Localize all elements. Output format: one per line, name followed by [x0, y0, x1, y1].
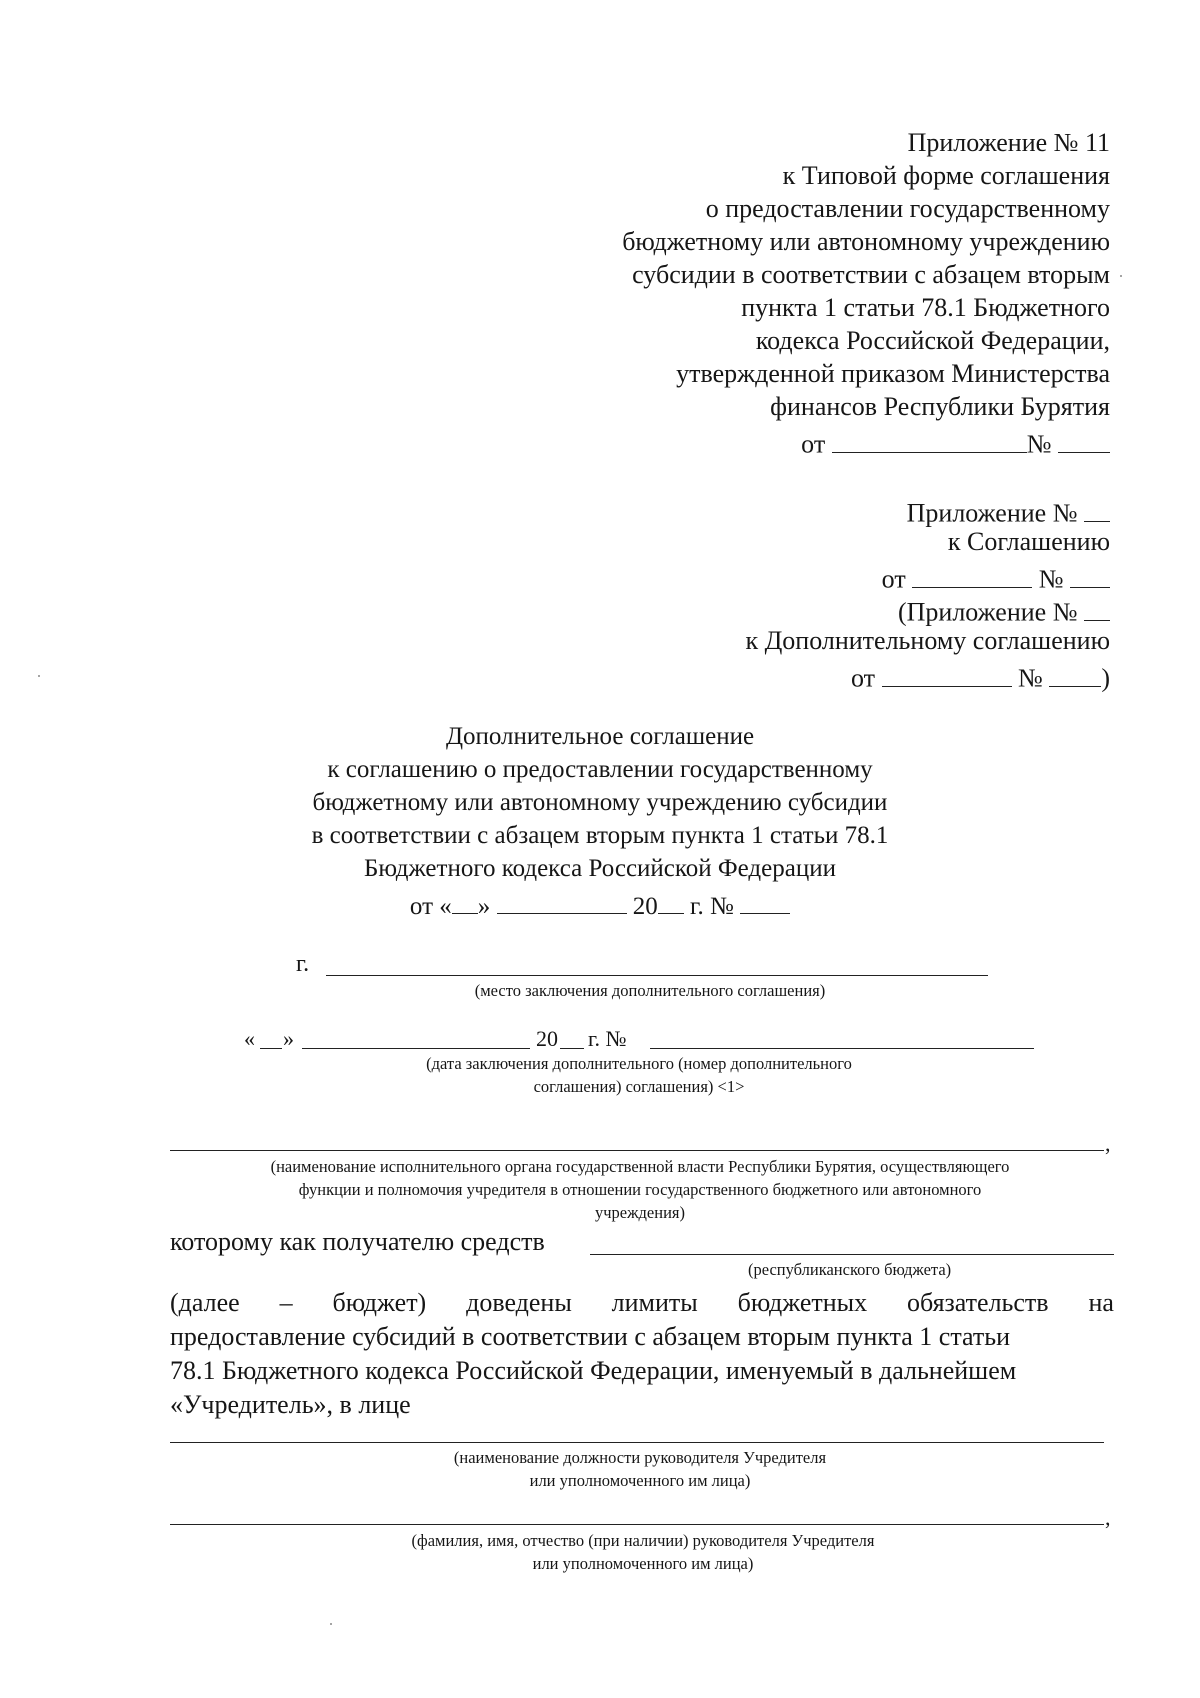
executive-body-caption-3: учреждения) [595, 1203, 685, 1222]
to-agreement-line: к Соглашению [947, 527, 1110, 556]
trailing-comma: , [1105, 1131, 1111, 1156]
paragraph-line-1: (далее – бюджет) доведены лимиты бюджетных обязательств на [170, 1288, 1114, 1317]
date-blank [912, 562, 1032, 588]
executive-body-blank-line [170, 1150, 1104, 1151]
recipient-blank-line [590, 1254, 1114, 1255]
head-position-caption-1: (наименование должности руководителя Учредителя [453, 1448, 827, 1467]
appendix-number-blank [1084, 496, 1110, 522]
appendix-line: к Типовой форме соглашения [782, 161, 1110, 190]
executive-body-caption-2: функции и полномочия учредителя в отношении государственного бюджетного или автономного [298, 1180, 982, 1199]
number-blank-line [650, 1048, 1034, 1049]
date-number-caption-2: соглашения) соглашения) <1> [533, 1077, 745, 1096]
appendix-number-blank [1084, 595, 1110, 621]
head-name-caption-1: (фамилия, имя, отчество (при наличии) руководителя Учредителя [411, 1531, 875, 1550]
date-number-caption-1: (дата заключения дополнительного (номер дополнительного [426, 1054, 852, 1073]
number-blank [1049, 661, 1101, 687]
year-blank [658, 889, 684, 914]
agreement-date-line: от № [882, 562, 1110, 593]
place-caption: (место заключения дополнительного соглашения) [474, 981, 826, 1000]
trailing-comma: , [1105, 1505, 1111, 1530]
title-line: Бюджетного кодекса Российской Федерации [364, 855, 836, 882]
day-blank [452, 889, 478, 914]
year-prefix: 20 [536, 1026, 558, 1051]
recipient-text: которому как получателю средств [170, 1227, 545, 1256]
head-position-caption-2: или уполномоченного им лица) [529, 1471, 751, 1490]
to-supp-agreement-line: к Дополнительному соглашению [745, 626, 1110, 655]
title-line: к соглашению о предоставлении государственному [327, 756, 873, 783]
scan-speck [330, 1623, 332, 1625]
title-line: Дополнительное соглашение [445, 723, 755, 750]
month-blank-line [302, 1048, 530, 1049]
supp-appendix-line: (Приложение № [898, 595, 1110, 626]
appendix-date-line [801, 427, 1110, 458]
close-quote: » [283, 1026, 294, 1051]
appendix-line: утвержденной приказом Министерства [676, 359, 1110, 388]
number-blank [740, 889, 790, 914]
title-date-line: от « » 20 г. № [0, 889, 1200, 919]
appendix-line: о предоставлении государственному [705, 194, 1110, 223]
open-quote: « [244, 1026, 255, 1051]
appendix-line: субсидии в соответствии с абзацем вторым [632, 260, 1110, 289]
recipient-caption: (республиканского бюджета) [748, 1260, 952, 1279]
number-blank [1058, 427, 1110, 453]
supp-date-line: от № ) [851, 661, 1110, 692]
head-name-blank-line [170, 1524, 1104, 1525]
title-line: в соответствии с абзацем вторым пункта 1 статьи 78.1 [311, 822, 889, 849]
paragraph-line-2: предоставление субсидий в соответствии с абзацем вторым пункта 1 статьи [170, 1322, 1010, 1351]
scan-speck [38, 675, 40, 677]
date-prefix: от [801, 429, 826, 459]
appendix-line: Приложение № 11 [907, 128, 1110, 157]
appendix-line: финансов Республики Бурятия [770, 392, 1110, 421]
paragraph-line-3: 78.1 Бюджетного кодекса Российской Федерации, именуемый в дальнейшем [170, 1356, 1017, 1385]
place-blank-line [326, 975, 988, 976]
appendix-line: кодекса Российской Федерации, [755, 326, 1110, 355]
day-blank-line [260, 1048, 282, 1049]
number-blank [1070, 562, 1110, 588]
date-blank [832, 427, 1027, 453]
title-line: бюджетному или автономному учреждению субсидии [312, 789, 888, 816]
head-position-blank-line [170, 1442, 1104, 1443]
executive-body-caption-1: (наименование исполнительного органа государственной власти Республики Бурятия, осуществляющего [270, 1157, 1010, 1176]
head-name-caption-2: или уполномоченного им лица) [532, 1554, 754, 1573]
month-blank [497, 889, 627, 914]
place-prefix: г. [296, 951, 310, 977]
year-suffix: г. № [588, 1026, 627, 1051]
appendix-line: бюджетному или автономному учреждению [622, 227, 1110, 256]
scan-speck [1120, 275, 1122, 277]
year-blank-line [560, 1048, 584, 1049]
date-blank [882, 661, 1012, 687]
number-sign: № [1026, 429, 1052, 459]
appendix-line: пункта 1 статьи 78.1 Бюджетного [741, 293, 1110, 322]
agreement-appendix-line: Приложение № [907, 496, 1110, 527]
paragraph-line-4: «Учредитель», в лице [170, 1390, 411, 1419]
